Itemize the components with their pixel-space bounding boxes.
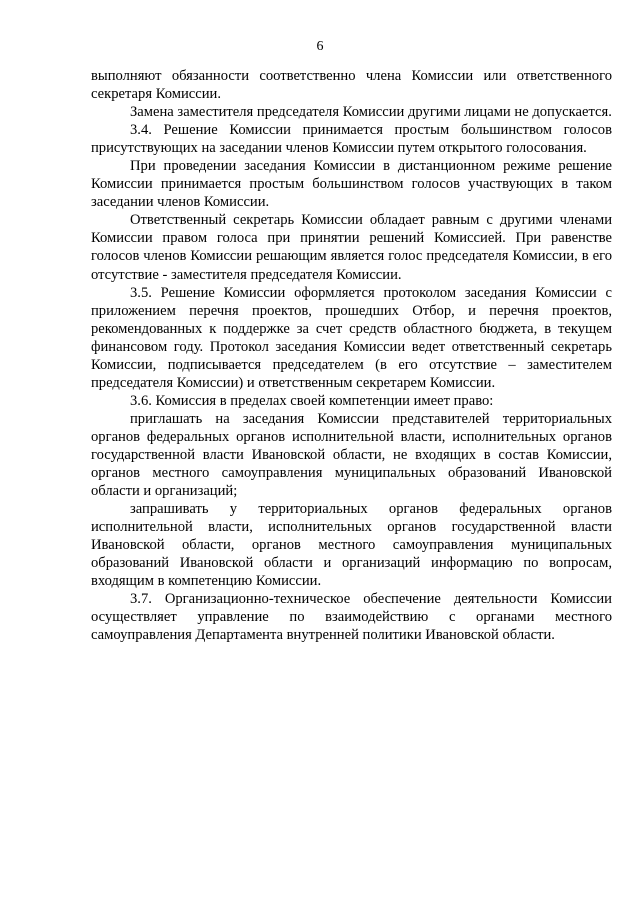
paragraph: 3.4. Решение Комиссии принимается простым большинством голосов присутствующих на заседании членов Комиссии путем открытого голосования. bbox=[91, 122, 612, 157]
paragraph: Замена заместителя председателя Комиссии другими лицами не допускается. bbox=[130, 104, 612, 121]
paragraph: 3.5. Решение Комиссии оформляется протоколом заседания Комиссии с приложением перечня проектов, прошедших Отбор, и перечня проектов, рекомендованных к поддержке за счет средств областного бюджета, в текущем финансовом году. Протокол заседания Комиссии ведет ответственный секретарь Комиссии, подписывается председателем (в его отсутствие – заместителем председателя Комиссии) и ответственным секретарем Комиссии. bbox=[91, 284, 612, 391]
paragraph: запрашивать у территориальных органов федеральных органов исполнительной власти, исполнительных органов государственной власти Ивановской области, органов местного самоуправления муниципальных образований Ивановской области и организаций информацию по вопросам, входящим в компетенцию Комиссии. bbox=[91, 501, 612, 590]
paragraph: Ответственный секретарь Комиссии обладает равным с другими членами Комиссии правом голоса при принятии решений Комиссией. При равенстве голосов членов Комиссии решающим является голос председателя Комиссии, в его отсутствие - заместителя председателя Комиссии. bbox=[91, 212, 612, 283]
paragraph: 3.6. Комиссия в пределах своей компетенции имеет право: bbox=[130, 392, 494, 409]
paragraph: приглашать на заседания Комиссии представителей территориальных органов федеральных органов исполнительной власти, исполнительных органов государственной власти Ивановской области, не входящих в состав Комиссии, органов местного самоуправления муниципальных образований Ивановской области и организаций; bbox=[91, 410, 612, 500]
paragraph: При проведении заседания Комиссии в дистанционном режиме решение Комиссии принимается простым большинством голосов участвующих в таком заседании членов Комиссии. bbox=[91, 158, 612, 211]
paragraph: 3.7. Организационно-техническое обеспечение деятельности Комиссии осуществляет управление по взаимодействию с органами местного самоуправления Департамента внутренней политики Ивановской области. bbox=[91, 591, 612, 644]
document-body bbox=[91, 67, 612, 645]
page-number: 6 bbox=[316, 39, 324, 54]
paragraph: выполняют обязанности соответственно члена Комиссии или ответственного секретаря Комиссии. bbox=[91, 68, 612, 103]
